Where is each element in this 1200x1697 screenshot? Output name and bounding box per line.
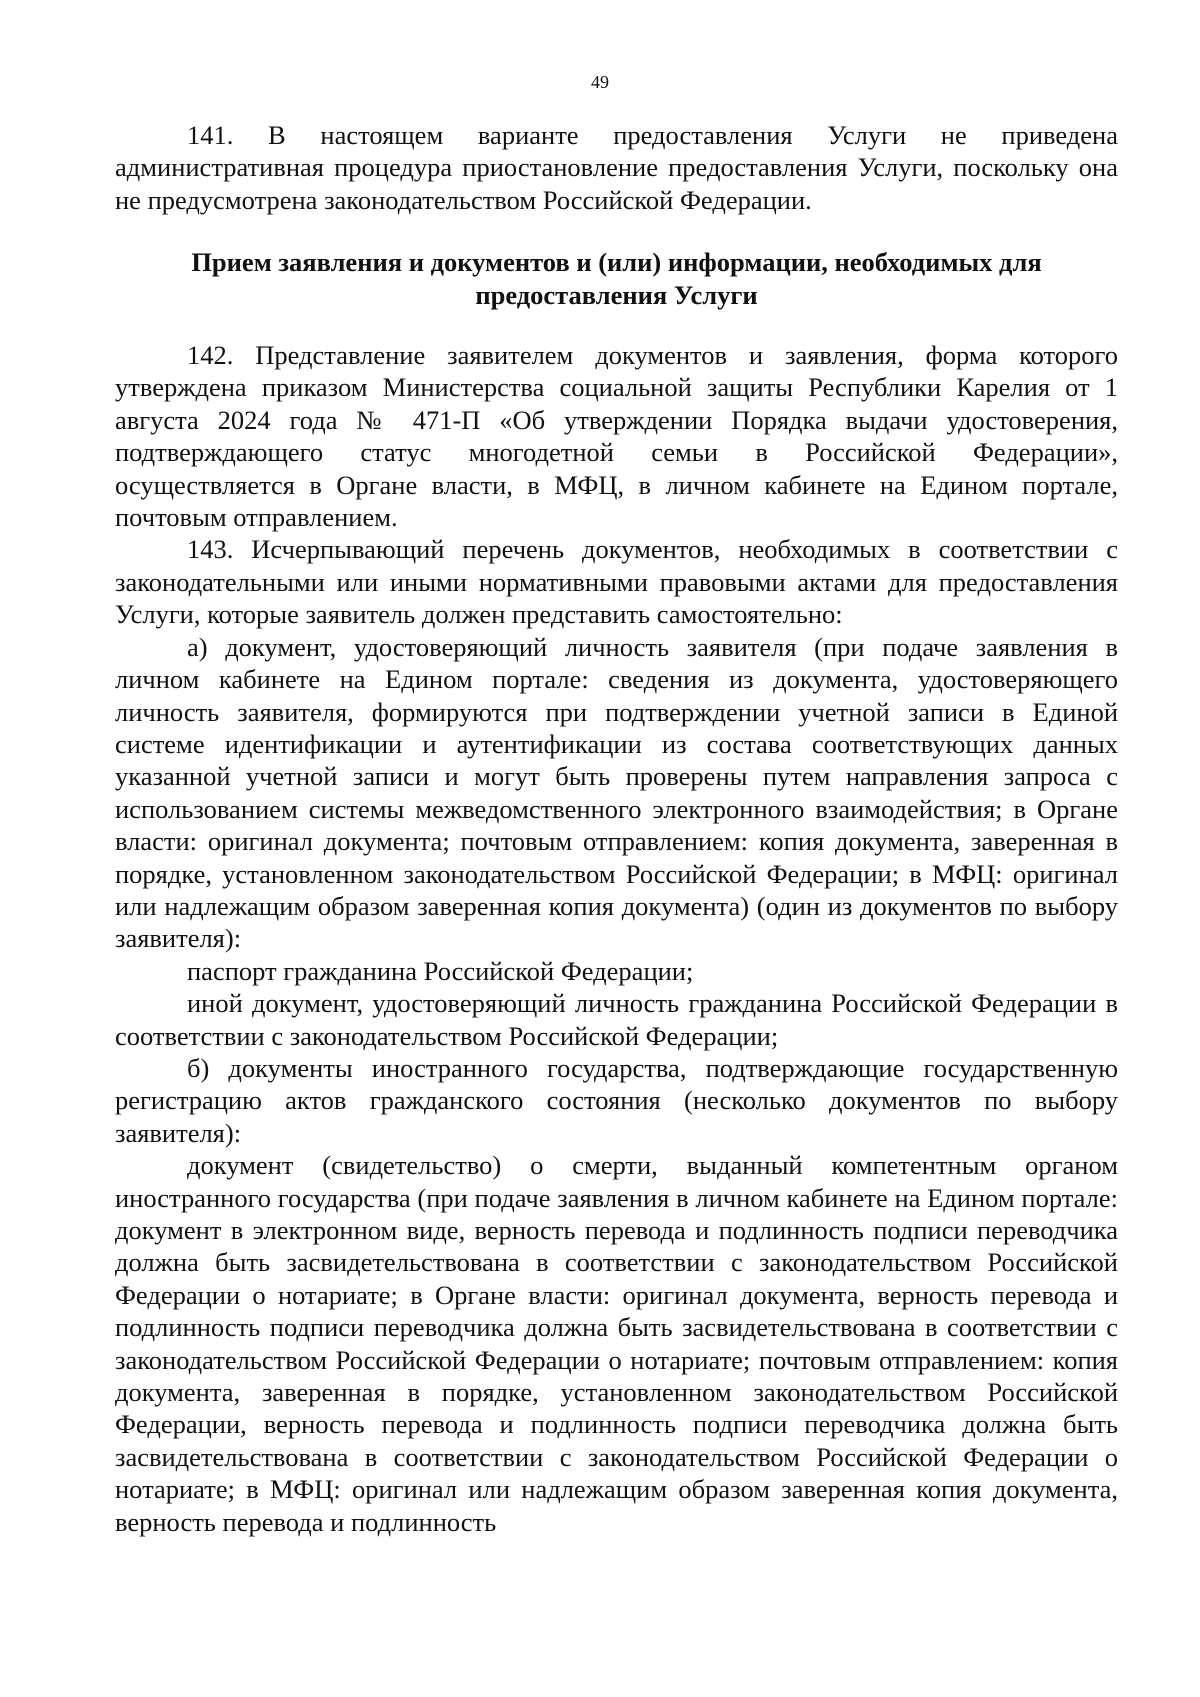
document-body xyxy=(115,119,1118,1538)
section-heading: Прием заявления и документов и (или) информации, необходимых для предоставления Услуги xyxy=(191,247,1042,310)
paragraph-141: 141. В настоящем варианте предоставления Услуги не приведена административная процедура приостановление предоставления Услуги, поскольку она не предусмотрена законодательством Российской Федерации. xyxy=(115,120,1118,215)
paragraph-143-a: а) документ, удостоверяющий личность заявителя (при подаче заявления в личном кабинете на Едином портале: сведения из документа, удостоверяющего личность заявителя, формируются при подтверждении учетной записи в Единой системе идентификации и аутентификации из состава соответствующих данных указанной учетной записи и могут быть проверены путем направления запроса с использованием системы межведомственного электронного взаимодействия; в Органе власти: оригинал документа; почтовым отправлением: копия документа, заверенная в порядке, установленном законодательством Российской Федерации; в МФЦ: оригинал или надлежащим образом заверенная копия документа) (один из документов по выбору заявителя): xyxy=(115,631,1118,954)
paragraph-142: 142. Представление заявителем документов и заявления, форма которого утверждена приказом Министерства социальной защиты Республики Карелия от 1 августа 2024 года № 471-П «Об утверждении Порядка выдачи удостоверения, подтверждающего статус многодетной семьи в Российской Федерации», осуществляется в Органе власти, в МФЦ, в личном кабинете на Едином портале, почтовым отправлением. xyxy=(115,340,1118,533)
list-item-passport: паспорт гражданина Российской Федерации; xyxy=(187,955,694,986)
list-item-other-id: иной документ, удостоверяющий личность гражданина Российской Федерации в соответствии с законодательством Российской Федерации; xyxy=(115,988,1118,1051)
paragraph-143-b: б) документы иностранного государства, подтверждающие государственную регистрацию актов гражданского состояния (несколько документов по выбору заявителя): xyxy=(115,1052,1118,1148)
paragraph-143: 143. Исчерпывающий перечень документов, необходимых в соответствии с законодательными или иными нормативными правовыми актами для предоставления Услуги, которые заявитель должен представить самостоятельно: xyxy=(115,534,1118,630)
list-item-death-certificate: документ (свидетельство) о смерти, выданный компетентным органом иностранного государства (при подаче заявления в личном кабинете на Едином портале: документ в электронном виде, верность перевода и подлинность подписи переводчика должна быть засвидетельствована в соответствии с законодательством Российской Федерации о нотариате; в Органе власти: оригинал документа, верность перевода и подлинность подписи переводчика должна быть засвидетельствована в соответствии с законодательством Российской Федерации о нотариате; почтовым отправлением: копия документа, заверенная в порядке, установленном законодательством Российской Федерации, верность перевода и подлинность подписи переводчика должна быть засвидетельствована в соответствии с законодательством Российской Федерации о нотариате; в МФЦ: оригинал или надлежащим образом заверенная копия документа, верность перевода и подлинность xyxy=(115,1150,1118,1537)
page-number: 49 xyxy=(591,72,609,92)
